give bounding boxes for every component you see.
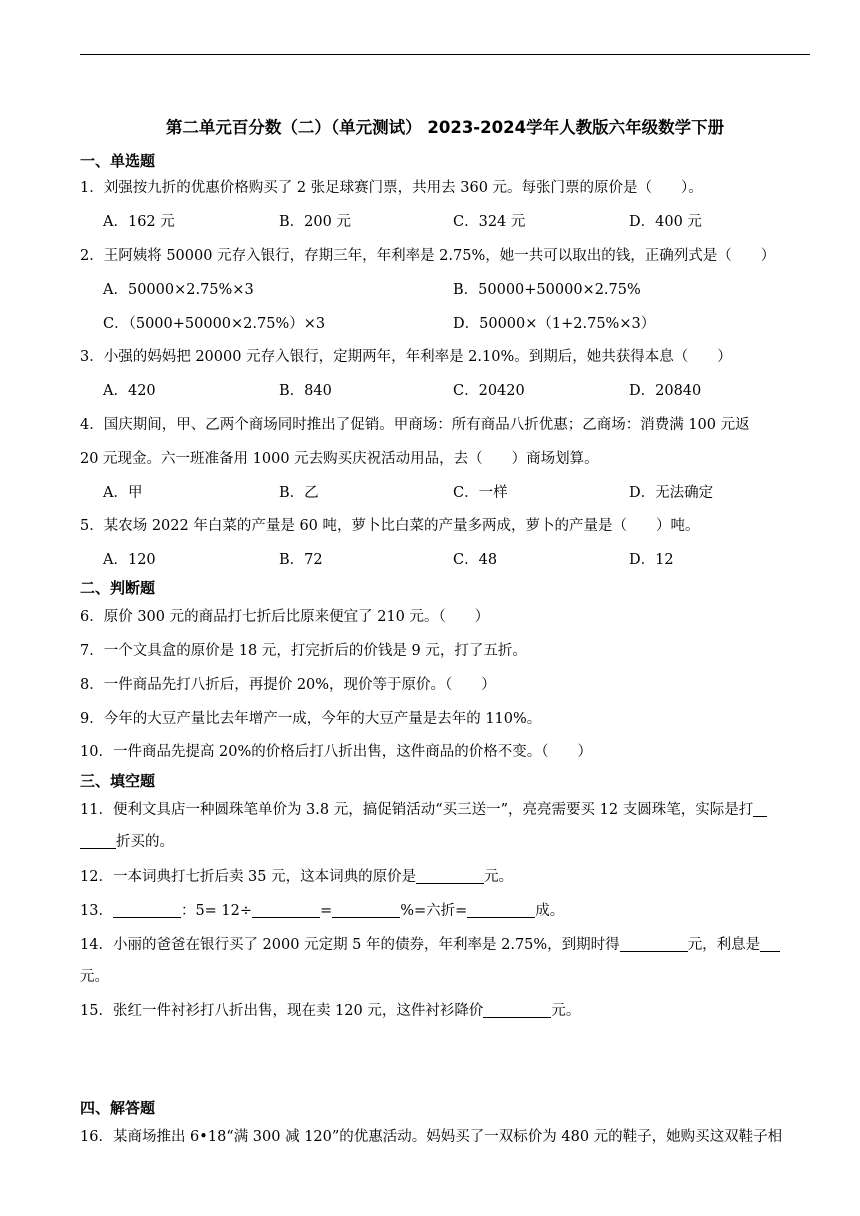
question-14-line-2: 元。: [80, 969, 109, 985]
question-11-text-end: 折买的。: [116, 834, 174, 850]
page-title: 第二单元百分数（二）（单元测试） 2023-2024学年人教版六年级数学下册: [165, 118, 725, 137]
option-a: A．50000×2.75%×3: [103, 282, 254, 298]
question-12: [80, 866, 814, 888]
option-b: B．乙: [279, 485, 319, 501]
question-11-line-2: [80, 831, 814, 853]
question-13-text: %=六折=: [400, 903, 468, 919]
question-6: 6．原价 300 元的商品打七折后比原来便宜了 210 元。（ ）: [80, 609, 490, 625]
option-c: C．一样: [453, 485, 508, 501]
question-12-text: 12．一本词典打七折后卖 35 元，这本词典的原价是: [80, 869, 417, 885]
option-b: B．840: [279, 383, 332, 399]
question-5: 5．某农场 2022 年白菜的产量是 60 吨，萝卜比白菜的产量多两成，萝卜的产量是（ ）吨。: [80, 518, 700, 534]
question-5-options: [103, 549, 803, 571]
question-2-options-row1: [103, 279, 803, 301]
question-4-line-2: 20 元现金。六一班准备用 1000 元去购买庆祝活动用品，去（ ）商场划算。: [80, 451, 599, 467]
option-d: D．50000×（1+2.75%×3）: [453, 316, 656, 332]
answer-blank: [80, 832, 116, 849]
question-3: 3．小强的妈妈把 20000 元存入银行，定期两年，年利率是 2.10%。到期后，她共获得本息（ ）: [80, 349, 732, 365]
question-8: 8．一件商品先打八折后，再提价 20%，现价等于原价。（ ）: [80, 677, 496, 693]
option-b: B．72: [279, 552, 323, 568]
question-14-line-1: [80, 934, 814, 956]
section-heading-solve: 四、解答题: [80, 1099, 156, 1117]
option-d: D．20840: [629, 383, 702, 399]
header-rule: [80, 54, 810, 55]
option-a: A．420: [103, 383, 156, 399]
question-13-text: =: [320, 903, 333, 919]
question-11-text: 11．便利文具店一种圆珠笔单价为 3.8 元，搞促销活动“买三送一”，亮亮需要买 12 支圆珠笔，实际是打: [80, 802, 754, 818]
question-10: 10．一件商品先提高 20%的价格后打八折出售，这件商品的价格不变。（ ）: [80, 744, 593, 760]
answer-blank: [416, 867, 484, 884]
answer-blank: [467, 901, 535, 918]
option-d: D．400 元: [629, 214, 702, 230]
question-7: 7．一个文具盒的原价是 18 元，打完折后的价钱是 9 元，打了五折。: [80, 643, 527, 659]
question-1: 1．刘强按九折的优惠价格购买了 2 张足球赛门票，共用去 360 元。每张门票的原价是（ ）。: [80, 180, 703, 196]
answer-blank: [252, 901, 320, 918]
answer-blank: [620, 935, 688, 952]
question-1-options: [103, 211, 803, 233]
question-16: 16．某商场推出 6•18“满 300 减 120”的优惠活动。妈妈买了一双标价为 480 元的鞋子，她购买这双鞋子相: [80, 1129, 783, 1145]
question-2-options-row2: [103, 313, 803, 335]
question-13-number: 13．: [80, 903, 113, 919]
question-15-text: 15．张红一件衬衫打八折出售，现在卖 120 元，这件衬衫降价: [80, 1003, 484, 1019]
option-c: C．（5000+50000×2.75%）×3: [103, 316, 326, 332]
answer-blank: [760, 935, 780, 952]
answer-blank: [753, 800, 767, 817]
question-2: 2．王阿姨将 50000 元存入银行，存期三年，年利率是 2.75%，她一共可以取出的钱，正确列式是（ ）: [80, 248, 776, 264]
question-14-text: 元，利息是: [687, 937, 761, 953]
question-3-options: [103, 380, 803, 402]
answer-blank: [332, 901, 400, 918]
question-12-unit: 元。: [484, 869, 514, 885]
option-a: A．甲: [103, 485, 143, 501]
option-d: D．12: [629, 552, 674, 568]
question-15-unit: 元。: [551, 1003, 581, 1019]
section-heading-fill-in: 三、填空题: [80, 772, 156, 790]
question-14-text: 14．小丽的爸爸在银行买了 2000 元定期 5 年的债券，年利率是 2.75%，到期时得: [80, 937, 620, 953]
option-b: B．200 元: [279, 214, 351, 230]
option-d: D．无法确定: [629, 485, 714, 501]
question-11-line-1: [80, 799, 814, 821]
question-13-text: ：5= 12÷: [180, 903, 253, 919]
option-c: C．48: [453, 552, 498, 568]
option-c: C．324 元: [453, 214, 526, 230]
question-4-options: [103, 482, 803, 504]
option-a: A．120: [103, 552, 156, 568]
answer-blank: [483, 1001, 551, 1018]
section-heading-true-false: 二、判断题: [80, 579, 156, 597]
option-b: B．50000+50000×2.75%: [453, 282, 641, 298]
question-13-text: 成。: [535, 903, 565, 919]
question-4-line-1: 4．国庆期间，甲、乙两个商场同时推出了促销。甲商场：所有商品八折优惠；乙商场：消费满 100 元返: [80, 417, 750, 433]
section-heading-single-choice: 一、单选题: [80, 152, 156, 170]
question-9: 9．今年的大豆产量比去年增产一成，今年的大豆产量是去年的 110%。: [80, 711, 542, 727]
question-13: [80, 900, 814, 922]
answer-blank: [113, 901, 181, 918]
option-a: A．162 元: [103, 214, 175, 230]
option-c: C．20420: [453, 383, 525, 399]
question-15: [80, 1000, 814, 1022]
